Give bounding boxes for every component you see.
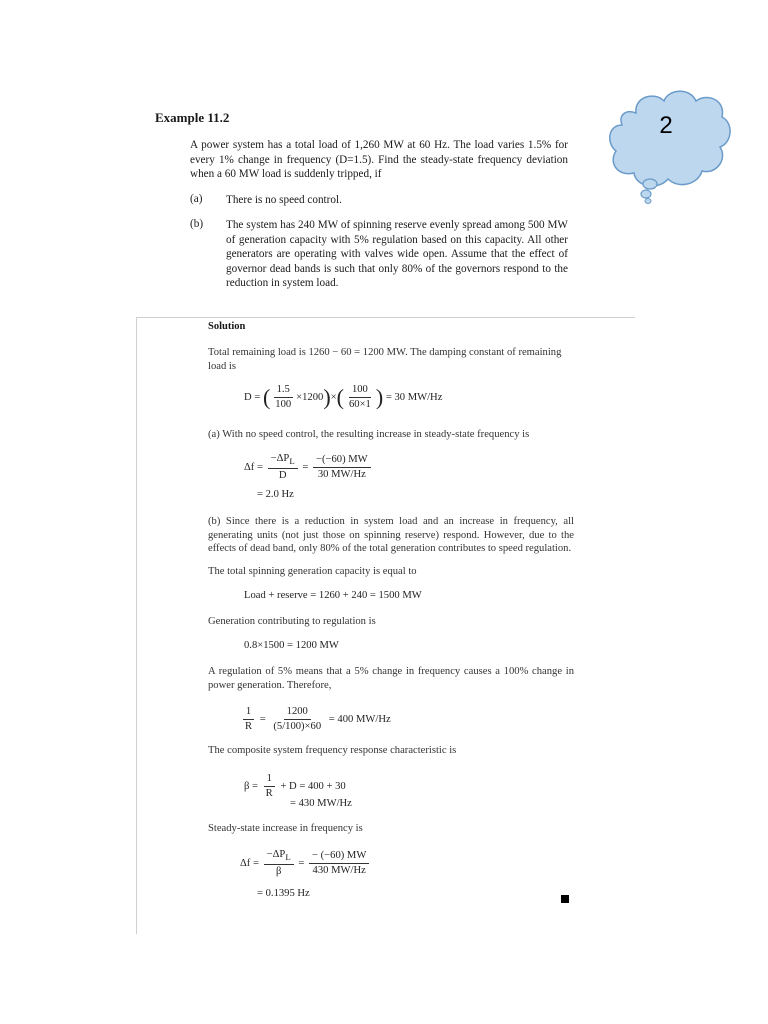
eq7-result: = 0.1395 Hz	[257, 888, 310, 899]
eq1-lhs: D =	[244, 391, 261, 403]
eq6-f-num: 1	[264, 773, 275, 787]
eq7-f1-den: β	[275, 866, 282, 878]
eq2-equals: =	[302, 461, 309, 473]
end-of-proof-square	[561, 895, 569, 903]
equation-regulation-gen: 0.8×1500 = 1200 MW	[244, 640, 339, 651]
option-a-text: There is no speed control.	[226, 194, 342, 206]
equation-delta-f-a	[244, 453, 373, 482]
example-title: Example 11.2	[155, 110, 230, 125]
equation-total-capacity: Load + reserve = 1260 + 240 = 1500 MW	[244, 590, 422, 601]
solution-paragraph-2: (a) With no speed control, the resulting increase in steady-state frequency is	[208, 429, 530, 440]
eq1-f2-num: 100	[349, 384, 371, 398]
eq2-f1-num: −ΔP	[270, 453, 290, 464]
eq5-f2-num: 1200	[284, 706, 311, 720]
eq5-f2-den: (5/100)×60	[273, 721, 322, 732]
solution-paragraph-7: The composite system frequency response characteristic is	[208, 745, 457, 756]
eq6-rest: + D = 400 + 30	[280, 780, 346, 792]
thought-cloud-icon	[606, 85, 734, 205]
eq2-f2-num: −(−60) MW	[313, 454, 371, 468]
eq5-rhs: = 400 MW/Hz	[328, 713, 391, 725]
solution-paragraph-5: Generation contributing to regulation is	[208, 616, 376, 627]
eq1-rhs: = 30 MW/Hz	[385, 391, 443, 403]
equation-delta-f-b	[240, 849, 371, 878]
eq5-f1-num: 1	[243, 706, 254, 720]
eq2-f2-den: 30 MW/Hz	[317, 469, 366, 481]
solution-paragraph-4: The total spinning generation capacity is equal to	[208, 566, 417, 577]
eq2-f1-sub: L	[289, 456, 295, 467]
option-b-text: The system has 240 MW of spinning reserve evenly spread among 500 MW of generation capacity with 5% regulation based on this capacity. All other generators are operating with valves wide open. Assume that the effect of governor dead bands is such that only 80% of the governors respond to the reduction in system load.	[226, 219, 568, 290]
eq1-f1-num: 1.5	[274, 384, 293, 398]
eq7-equals: =	[298, 857, 305, 869]
eq1-mult: ×1200	[296, 391, 324, 403]
eq5-equals: =	[259, 713, 266, 725]
solution-paragraph-8: Steady-state increase in frequency is	[208, 823, 363, 834]
eq5-f1-den: R	[245, 721, 253, 732]
example-intro: A power system has a total load of 1,260 MW at 60 Hz. The load varies 1.5% for every 1% change in frequency (D=1.5). Find the steady-state frequency deviation when a 60 MW load is suddenly tripped, if	[190, 139, 568, 181]
eq1-f1-den: 100	[275, 399, 292, 410]
eq1-f2-den: 60×1	[348, 399, 371, 410]
eq7-f1-sub: L	[285, 852, 291, 863]
page-number: 2	[659, 112, 673, 139]
solution-paragraph-3: (b) Since there is a reduction in system load and an increase in frequency, all generating units (not just those on spinning reserve) respond. However, due to the effects of dead band, only 80% of the total generation contributes to speed regulation.	[208, 516, 574, 554]
eq6-result: = 430 MW/Hz	[290, 798, 352, 809]
eq1-times: ×	[330, 391, 337, 403]
solution-paragraph-6: A regulation of 5% means that a 5% change in frequency causes a 100% change in power generation. Therefore,	[208, 666, 574, 691]
eq7-f2-den: 430 MW/Hz	[312, 865, 366, 877]
solution-title: Solution	[208, 321, 246, 332]
equation-one-over-r	[240, 706, 391, 733]
eq2-result: = 2.0 Hz	[257, 489, 294, 500]
equation-beta	[244, 773, 346, 800]
eq7-f1-num: −ΔP	[266, 849, 286, 860]
equation-damping: D = ( $\frac{1.5}{100}$ ×1200)×( $\frac{100}{60\times 1}$ ) = 30 MW/Hz	[244, 384, 443, 410]
eq7-lhs: Δf =	[240, 857, 259, 869]
eq6-lhs: β =	[244, 780, 259, 792]
eq2-lhs: Δf =	[244, 461, 263, 473]
option-b-label: (b)	[190, 218, 204, 230]
option-a-label: (a)	[190, 193, 203, 205]
eq7-f2-num: − (−60) MW	[309, 850, 369, 864]
solution-paragraph-1: Total remaining load is 1260 − 60 = 1200 MW. The damping constant of remaining load is	[208, 347, 562, 372]
eq2-f1-den: D	[278, 470, 287, 482]
eq6-f-den: R	[265, 788, 273, 799]
